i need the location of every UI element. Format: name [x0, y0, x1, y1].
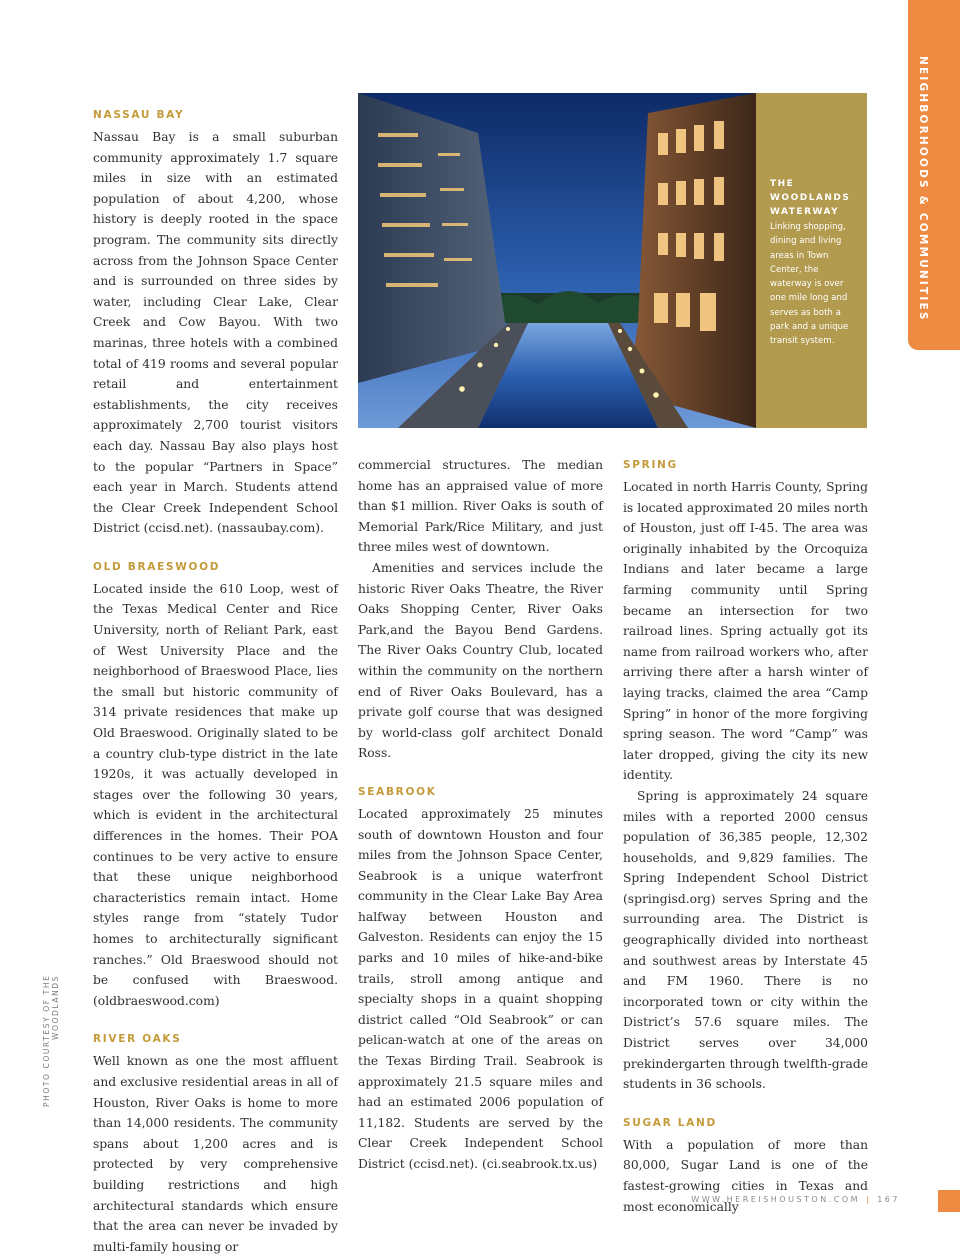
footer-accent-tab — [938, 1190, 960, 1212]
seabrook-text: Located approximately 25 minutes south of downtown Houston and four miles from the Johnson Space Center, Seabrook is a unique waterfront community in the Clear Lake Bay Area halfway between Houston and Galveston. Residents can enjoy the 15 parks and 10 miles of hike-and-bike trails, stroll among antique and specialty shops in a quaint shopping district called “Old Seabrook” or can pelican-watch at one of the areas on the Texas Birding Trail. Seabrook is approximately 21.5 square miles and had an estimated 2006 population of 11,182. Students are served by the Clear Creek Independent School District (ccisd.net). (ci.seabrook.tx.us) — [358, 806, 603, 1171]
caption-body: Linking shopping, dining and living areas in Town Center, the waterway is over one mile long and serves as both a park and a unique transit system. — [770, 222, 849, 347]
column-1 — [93, 108, 338, 1257]
section-tab-label: NEIGHBORHOODS & COMMUNITIES — [917, 56, 929, 322]
old-braeswood-text: Located inside the 610 Loop, west of the Texas Medical Center and Rice University, north of Reliant Park, east of West University Place and the neighborhood of Braeswood Place, lies the small but historic community of 314 private residences that make up Old Braeswood. Originally slated to be a country club-type district in the late 1920s, it was actually developed in stages over the following 30 years, which is evident in the architectural differences in the homes. Their POA continues to be very active to ensure that these unique neighborhood characteristics remain intact. Home styles range from “stately Tudor homes to architecturally significant ranches.” Old Braeswood should not be confused with Braeswood. (oldbraeswood.com) — [93, 581, 338, 1008]
section-tab — [908, 0, 960, 350]
column-2 — [358, 455, 603, 1175]
page-number: 167 — [877, 1195, 900, 1204]
river-oaks-text-continued: commercial structures. The median home has an appraised value of more than $1 million. River Oaks is south of Memorial Park/Rice Military, and just three miles west of downtown. — [358, 458, 603, 555]
spring-text: Located in north Harris County, Spring is located approximated 20 miles north of Houston, just off I-45. The area was originally inhabited by the Orcoquiza Indians and later became a large farming community until Spring became an intersection for two railroad lines. Spring actually got its name from railroad workers who, after arriving there after a harsh winter of laying tracks, claimed the area “Camp Spring” in honor of the more forgiving spring season. The word “Camp” was later dropped, giving the city its new identity. — [623, 480, 868, 783]
column-3 — [623, 458, 868, 1217]
heading-river-oaks: RIVER OAKS — [93, 1033, 182, 1046]
page-footer — [620, 1195, 900, 1204]
river-oaks-amenities-text: Amenities and services include the historic River Oaks Theatre, the River Oaks Shopping Center, River Oaks Park,and the Bayou Bend Gardens. The River Oaks Country Club, located within the community on the northern end of River Oaks Boulevard, has a private golf course that was designed by world-class golf architect Donald Ross. — [358, 560, 603, 761]
photo-credit: PHOTO COURTESY OF THE WOODLANDS — [42, 975, 60, 1108]
nassau-bay-text: Nassau Bay is a small suburban community approximately 1.7 square miles in size with an estimated population of about 4,200, whose history is deeply rooted in the space program. The community sits directly across from the Johnson Space Center and is surrounded on three sides by water, including Clear Lake, Clear Creek and Cow Bayou. With two marinas, three hotels with a combined total of 419 rooms and several popular retail and entertainment establishments, the city receives approximately 2,700 tourist visitors each day. Nassau Bay also plays host to the popular “Partners in Space” each year in March. Students attend the Clear Creek Independent School District (ccisd.net). (nassaubay.com). — [93, 130, 338, 536]
photo-caption — [756, 93, 867, 428]
heading-seabrook: SEABROOK — [358, 785, 437, 798]
heading-sugar-land: SUGAR LAND — [623, 1116, 717, 1129]
spring-stats-text: Spring is approximately 24 square miles with a reported 2000 census population of 36,385 people, 12,302 households, and 9,829 families. The Spring Independent School District (springisd.org) serves Spring and the surrounding area. The District is geographically divided into northeast and southwest areas by Interstate 45 and FM 1960. There is no incorporated town or city within the District’s 57.6 square miles. The District serves over 34,000 prekindergarten through twelfth-grade students in 36 schools. — [623, 788, 868, 1092]
caption-title: THE WOODLANDS WATERWAY — [770, 179, 851, 217]
heading-spring: SPRING — [623, 459, 678, 471]
heading-nassau-bay: NASSAU BAY — [93, 109, 185, 121]
footer-separator: | — [866, 1195, 872, 1204]
sugar-land-text: With a population of more than 80,000, Sugar Land is one of the fastest-growing cities in Texas and most economically — [623, 1137, 868, 1214]
footer-url: WWW.HEREISHOUSTON.COM — [691, 1195, 861, 1204]
river-oaks-text: Well known as one the most affluent and exclusive residential areas in all of Houston, River Oaks is home to more than 14,000 residents. The community spans about 1,200 acres and is protected by very comprehensive building restrictions and high architectural standards which ensure that the area can never be invaded by multi-family housing or — [93, 1054, 338, 1254]
waterway-photo — [358, 93, 756, 428]
heading-old-braeswood: OLD BRAESWOOD — [93, 560, 221, 573]
